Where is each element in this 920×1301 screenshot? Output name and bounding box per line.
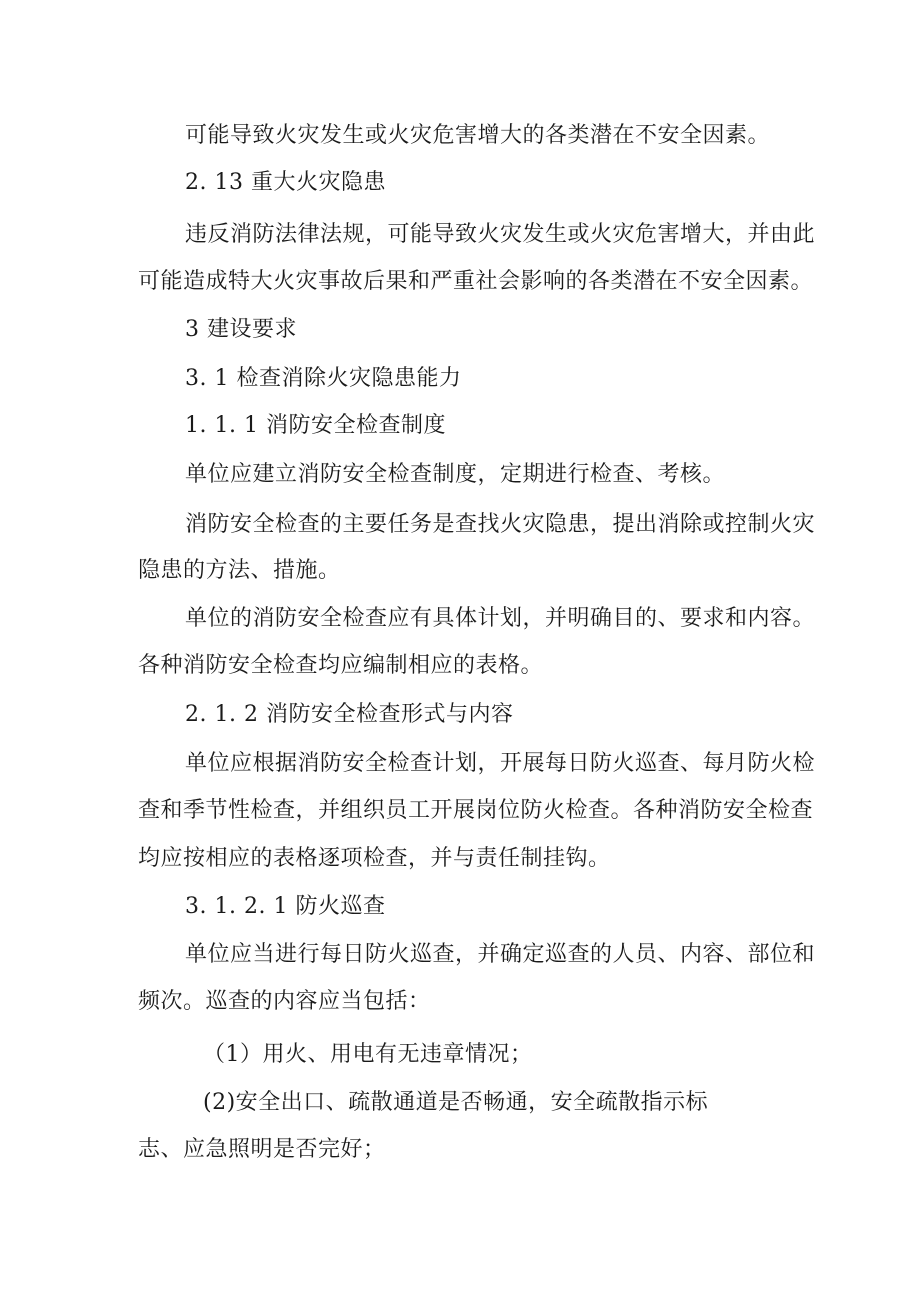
- paragraph-line: 单位应根据消防安全检查计划，开展每日防火巡查、每月防火检: [185, 751, 816, 776]
- paragraph-line: 均应按相应的表格逐项检查，并与责任制挂钩。: [138, 846, 611, 871]
- section-heading: 3 建设要求: [185, 317, 297, 342]
- paragraph-line: 各种消防安全检查均应编制相应的表格。: [138, 653, 544, 678]
- paragraph-line: 单位应建立消防安全检查制度，定期进行检查、考核。: [185, 462, 726, 487]
- paragraph-line: 可能造成特大火灾事故后果和严重社会影响的各类潜在不安全因素。: [138, 269, 814, 294]
- section-heading: 3. 1 检查消除火灾隐患能力: [185, 366, 462, 391]
- paragraph-line: 频次。巡查的内容应当包括：: [138, 989, 431, 1014]
- list-item-continuation: 志、应急照明是否完好；: [138, 1137, 386, 1162]
- list-item: （1）用火、用电有无违章情况；: [203, 1042, 533, 1067]
- paragraph-line: 查和季节性检查，并组织员工开展岗位防火检查。各种消防安全检查: [138, 798, 814, 823]
- section-heading: 2. 13 重大火灾隐患: [185, 170, 386, 195]
- paragraph-line: 违反消防法律法规，可能导致火灾发生或火灾危害增大，并由此: [185, 222, 816, 247]
- paragraph-line: 隐患的方法、措施。: [138, 558, 341, 583]
- paragraph-line: 单位的消防安全检查应有具体计划，并明确目的、要求和内容。: [185, 606, 816, 631]
- section-heading: 2. 1. 2 消防安全检查形式与内容: [185, 702, 514, 727]
- paragraph-line: 单位应当进行每日防火巡查，并确定巡查的人员、内容、部位和: [185, 942, 816, 967]
- list-item: (2)安全出口、疏散通道是否畅通，安全疏散指示标: [203, 1090, 709, 1115]
- section-heading: 1. 1. 1 消防安全检查制度: [185, 413, 446, 438]
- paragraph-line: 可能导致火灾发生或火灾危害增大的各类潜在不安全因素。: [185, 123, 771, 148]
- section-heading: 3. 1. 2. 1 防火巡查: [185, 894, 386, 919]
- paragraph-line: 消防安全检查的主要任务是查找火灾隐患，提出消除或控制火灾: [185, 512, 816, 537]
